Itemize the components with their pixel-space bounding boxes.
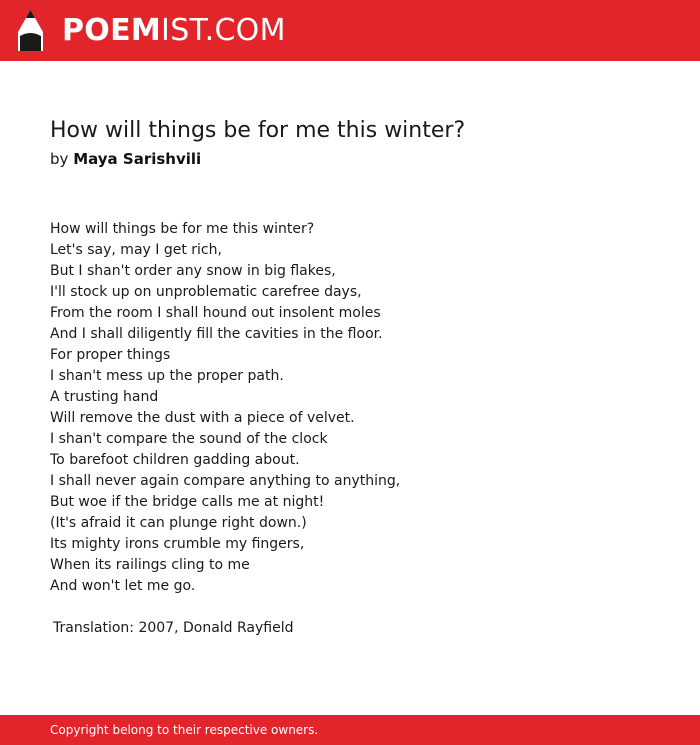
poem-line: When its railings cling to me [50, 557, 250, 573]
poem-line: A trusting hand [50, 389, 159, 405]
pencil-tip-icon [18, 10, 43, 51]
poem-line: (It's afraid it can plunge right down.) [50, 515, 307, 531]
poem-line: Let's say, may I get rich, [50, 242, 222, 258]
by-label: by [50, 150, 69, 168]
poem-line: From the room I shall hound out insolent moles [50, 305, 381, 321]
poem-line: I shan't mess up the proper path. [50, 368, 284, 384]
copyright-text: Copyright belong to their respective owners. [50, 723, 319, 737]
poem-line: But woe if the bridge calls me at night! [50, 494, 325, 510]
poem-line: I'll stock up on unproblematic carefree days, [50, 284, 362, 300]
poem-line: But I shan't order any snow in big flakes, [50, 263, 336, 279]
site-logo-link[interactable] [18, 10, 286, 51]
footer-bar [0, 715, 700, 745]
logo-text-light: IST.COM [161, 13, 286, 48]
author-link[interactable]: Maya Sarishvili [73, 150, 202, 168]
top-bar [0, 0, 700, 61]
site-logo-text [62, 10, 286, 51]
poem-line: How will things be for me this winter? [50, 221, 315, 237]
poem-line: And won't let me go. [50, 578, 196, 594]
poem-line: Will remove the dust with a piece of velvet. [50, 410, 355, 426]
poem-line: I shall never again compare anything to anything, [50, 473, 401, 489]
logo-text-bold: POEM [62, 13, 162, 48]
byline [50, 149, 201, 169]
poem-line: To barefoot children gadding about. [50, 452, 300, 468]
translation-credit: Translation: 2007, Donald Rayfield [53, 620, 294, 636]
poem-line: Its mighty irons crumble my fingers, [50, 536, 305, 552]
poem-title: How will things be for me this winter? [50, 118, 466, 143]
poem-line: For proper things [50, 347, 171, 363]
poem-line: I shan't compare the sound of the clock [50, 431, 328, 447]
poem-line: And I shall diligently fill the cavities in the floor. [50, 326, 383, 342]
poem-body [50, 219, 400, 597]
